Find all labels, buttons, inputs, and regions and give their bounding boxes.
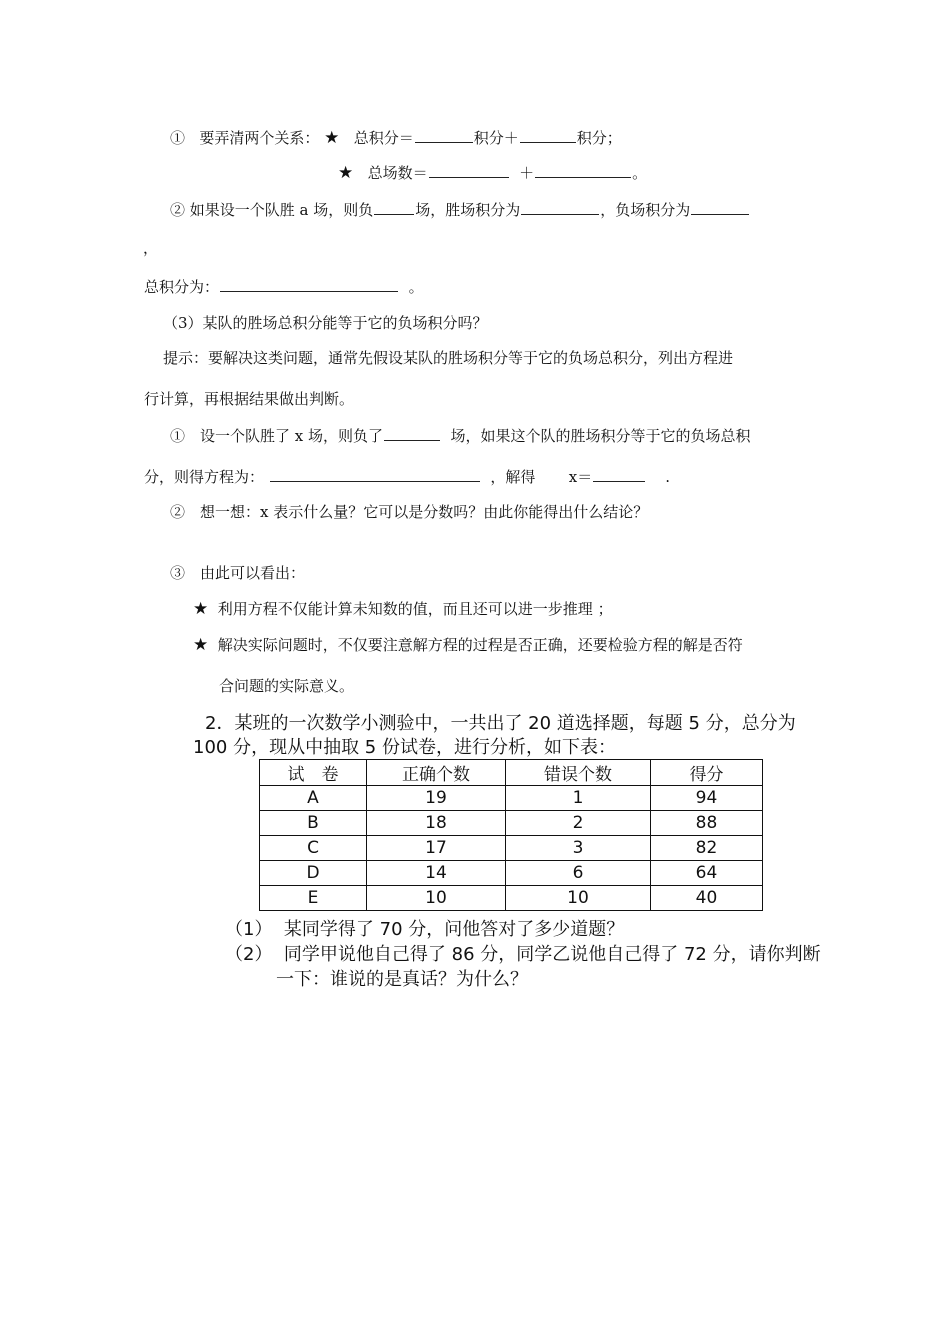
answer-blank[interactable]	[535, 162, 631, 178]
relation-text: 积分；	[576, 129, 622, 147]
score-table	[259, 759, 763, 911]
item-text: 场，胜场积分为	[415, 201, 521, 219]
item-text: ，负场积分为	[600, 201, 691, 219]
star-icon: ★	[193, 599, 209, 619]
problem-2-line-2: 100 分，现从中抽取 5 份试卷，进行分析，如下表：	[193, 737, 616, 758]
point-1	[193, 599, 613, 619]
answer-blank[interactable]	[520, 127, 576, 143]
sub-question-1	[225, 918, 624, 942]
sub-question-number: （1）	[225, 919, 273, 940]
item-text: 总积分为：	[144, 278, 220, 296]
relations-line-1	[170, 127, 622, 148]
relation-text: ＋	[519, 164, 535, 182]
star-icon: ★	[338, 163, 354, 183]
star-icon: ★	[193, 635, 209, 655]
total-score-line	[144, 276, 424, 297]
equation-blank[interactable]	[270, 466, 480, 482]
question-3: （3）某队的胜场总积分能等于它的负场积分吗？	[163, 314, 488, 332]
table-cell: D	[260, 861, 367, 886]
table-cell: C	[260, 836, 367, 861]
step-text: .	[665, 468, 671, 486]
table-cell: 19	[367, 786, 506, 811]
answer-blank[interactable]	[429, 162, 509, 178]
trailing-comma: ，	[143, 239, 159, 257]
sub-question-number: （2）	[225, 944, 273, 965]
table-cell: 3	[506, 836, 651, 861]
table-cell: 82	[651, 836, 763, 861]
answer-blank[interactable]	[593, 466, 645, 482]
table-cell: 17	[367, 836, 506, 861]
column-header: 试 卷	[260, 760, 367, 786]
item-text: 。	[408, 278, 424, 296]
item-text: ② 如果设一个队胜 a 场，则负	[170, 201, 374, 219]
hint-line-2: 行计算，再根据结果做出判断。	[144, 390, 355, 408]
item-text: 要弄清两个关系：	[199, 129, 320, 147]
table-cell: 18	[367, 811, 506, 836]
problem-2-line-1: 2．某班的一次数学小测验中，一共出了 20 道选择题，每题 5 分，总分为	[205, 713, 796, 734]
point-2-continued: 合问题的实际意义。	[219, 677, 355, 695]
step-1-line-1	[170, 425, 751, 446]
star-icon: ★	[324, 128, 340, 148]
column-header: 得分	[651, 760, 763, 786]
table-cell: 40	[651, 886, 763, 911]
item-number: ①	[170, 129, 186, 147]
sub-question-text: 某同学得了 70 分，问他答对了多少道题？	[283, 919, 625, 940]
table-cell: 88	[651, 811, 763, 836]
point-text: 解决实际问题时，不仅要注意解方程的过程是否正确，还要检验方程的解是否符	[217, 636, 743, 654]
step-text: x＝	[568, 468, 593, 486]
table-cell: 2	[506, 811, 651, 836]
sub-question-2	[225, 943, 821, 967]
table-row	[260, 836, 763, 861]
table-row	[260, 886, 763, 911]
point-2	[193, 635, 743, 655]
answer-blank[interactable]	[384, 425, 440, 441]
table-cell: 10	[506, 886, 651, 911]
point-text: 利用方程不仅能计算未知数的值，而且还可以进一步推理 ；	[217, 600, 613, 618]
table-row	[260, 861, 763, 886]
relation-text: 积分＋	[473, 129, 519, 147]
relation-text: 总积分＝	[353, 129, 414, 147]
table-cell: E	[260, 886, 367, 911]
step-text: ，解得	[490, 468, 536, 486]
sub-question-2-continued: 一下：谁说的是真话？为什么？	[276, 969, 528, 990]
table-cell: 14	[367, 861, 506, 886]
table-row	[260, 786, 763, 811]
table-cell: 64	[651, 861, 763, 886]
table-cell: 10	[367, 886, 506, 911]
table-cell: 94	[651, 786, 763, 811]
win-loss-line	[170, 199, 750, 220]
step-3: ③ 由此可以看出：	[170, 564, 306, 582]
table-cell: A	[260, 786, 367, 811]
step-1-line-2	[144, 466, 670, 487]
table-cell: B	[260, 811, 367, 836]
hint-line-1: 提示：要解决这类问题，通常先假设某队的胜场积分等于它的负场总积分，列出方程进	[163, 349, 734, 367]
relation-text: 。	[632, 164, 648, 182]
step-2: ② 想一想：x 表示什么量？它可以是分数吗？由此你能得出什么结论？	[170, 503, 649, 521]
sub-question-text: 同学甲说他自己得了 86 分，同学乙说他自己得了 72 分，请你判断	[283, 944, 821, 965]
relation-text: 总场数＝	[367, 164, 428, 182]
answer-blank[interactable]	[691, 199, 749, 215]
step-text: 分，则得方程为：	[144, 468, 265, 486]
answer-blank[interactable]	[220, 276, 398, 292]
table-cell: 6	[506, 861, 651, 886]
answer-blank[interactable]	[415, 127, 473, 143]
step-text: ① 设一个队胜了 x 场，则负了	[170, 427, 383, 445]
column-header: 正确个数	[367, 760, 506, 786]
table-header-row	[260, 760, 763, 786]
answer-blank[interactable]	[374, 199, 414, 215]
step-text: 场，如果这个队的胜场积分等于它的负场总积	[450, 427, 751, 445]
column-header: 错误个数	[506, 760, 651, 786]
relations-line-2	[338, 162, 647, 183]
table-row	[260, 811, 763, 836]
answer-blank[interactable]	[521, 199, 599, 215]
table-cell: 1	[506, 786, 651, 811]
